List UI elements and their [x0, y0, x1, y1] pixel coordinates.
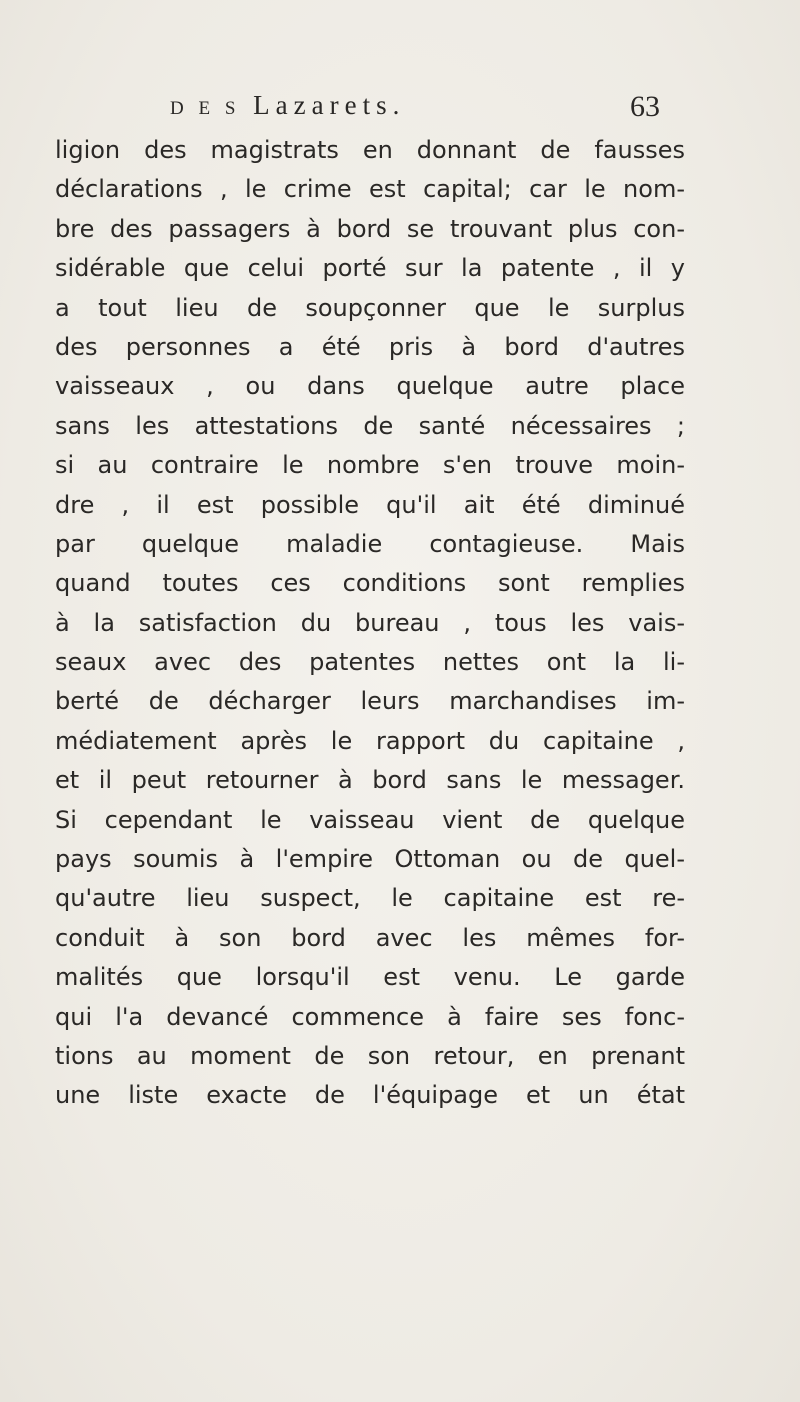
text-line: Si cependant le vaisseau vient de quelque	[55, 805, 685, 834]
running-title-main: Lazarets.	[253, 90, 406, 120]
text-line: sans les attestations de santé nécessaires ;	[55, 411, 685, 440]
text-line: déclarations , le crime est capital; car le nom-	[55, 175, 685, 204]
text-line: ligion des magistrats en donnant de fausses	[55, 136, 685, 164]
text-line: médiatement après le rapport du capitaine ,	[55, 726, 685, 755]
text-line: bre des passagers à bord se trouvant plus con-	[55, 214, 685, 243]
body-text	[55, 131, 685, 1116]
text-line: et il peut retourner à bord sans le messager.	[55, 766, 685, 795]
running-head	[170, 90, 660, 134]
running-title	[170, 90, 405, 121]
text-line: malités que lorsqu'il est venu. Le garde	[55, 963, 685, 992]
text-line: par quelque maladie contagieuse. Mais	[55, 529, 685, 558]
text-line: si au contraire le nombre s'en trouve moin-	[55, 451, 685, 480]
text-line: dre , il est possible qu'il ait été diminué	[55, 490, 685, 519]
text-line: vaisseaux , ou dans quelque autre place	[55, 372, 685, 401]
text-line: qu'autre lieu suspect, le capitaine est re-	[55, 884, 685, 913]
text-line: des personnes a été pris à bord d'autres	[55, 332, 685, 361]
text-line: a tout lieu de soupçonner que le surplus	[55, 293, 685, 322]
text-line: pays soumis à l'empire Ottoman ou de quel-	[55, 845, 685, 874]
text-line: à la satisfaction du bureau , tous les vais-	[55, 608, 685, 637]
text-line: sidérable que celui porté sur la patente , il y	[55, 254, 685, 283]
text-line: tions au moment de son retour, en prenant	[55, 1041, 685, 1070]
text-line: quand toutes ces conditions sont remplies	[55, 569, 685, 598]
text-line: une liste exacte de l'équipage et un état	[55, 1081, 685, 1110]
text-line: conduit à son bord avec les mêmes for-	[55, 923, 685, 952]
page-number: 63	[630, 90, 660, 123]
text-line: berté de décharger leurs marchandises im-	[55, 687, 685, 716]
text-line: seaux avec des patentes nettes ont la li-	[55, 648, 685, 677]
running-title-prefix: D E S	[170, 98, 241, 119]
text-line: qui l'a devancé commence à faire ses fonc-	[55, 1002, 685, 1031]
